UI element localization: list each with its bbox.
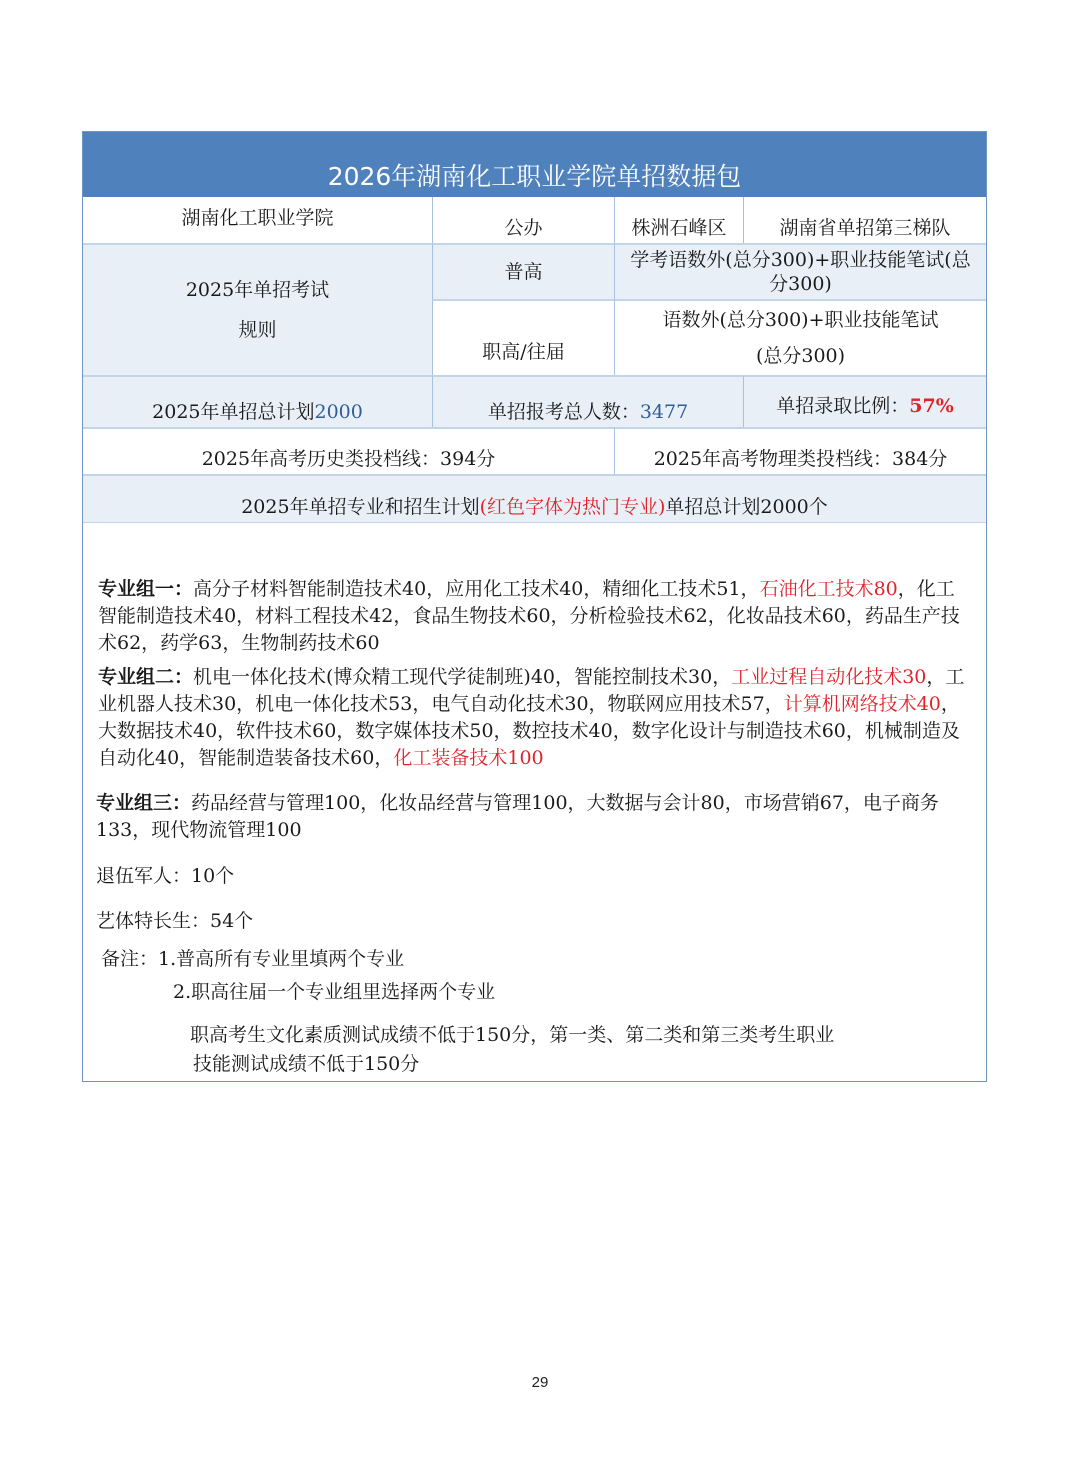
group-label: 专业组三： [96,792,192,814]
note-line-3: 职高考生文化素质测试成绩不低于150分，第一类、第二类和第三类考生职业 [190,1024,835,1046]
veterans-quota: 退伍军人：10个 [96,865,235,887]
group-text: 机电一体化技术(博众精工现代学徒制班)40，智能控制技术30， [193,666,732,688]
admission-ratio [743,375,986,427]
section-heading-suffix: 单招总计划2000个 [665,496,828,519]
group-text: 高分子材料智能制造技术40，应用化工技术40，精细化工技术51， [193,578,760,600]
group-text: 药品经营与管理100，化妆品经营与管理100，大数据与会计80，市场营销67，电子商务133，现代物流管理100 [96,792,939,841]
major-group-3 [96,790,971,844]
school-type: 公办 [432,197,614,243]
rule-content-vocational-line2: (总分300) [755,345,846,367]
hot-major: 计算机网络技术40 [783,693,941,715]
arts-sports-quota: 艺体特长生：54个 [96,910,254,932]
group-text: ，化工智能制造技术40，材料工程技术42，食品生物技术60，分析检验技术62，化妆品技术60，药品生产技术62，药学63，生物制药技术60 [98,578,960,654]
group-text: ，工业机器人技术30，机电一体化技术53，电气自动化技术30，物联网应用技术57， [98,666,965,715]
group-text: ，大数据技术40，软件技术60，数字媒体技术50，数控技术40，数字化设计与制造技术60，机械制造及自动化40，智能制造装备技术60， [98,693,960,769]
rules-label-line1: 2025年单招考试 [185,279,330,301]
rule-category-general: 普高 [432,243,614,299]
section-heading-prefix: 2025年单招专业和招生计划 [241,496,480,519]
data-sheet-table [82,131,987,1082]
rule-content-general: 学考语数外(总分300)+职业技能笔试(总分300) [614,243,986,299]
hot-major-note: (红色字体为热门专业) [479,496,666,519]
applicants-label: 单招报考总人数： [487,401,640,424]
majors-body [83,522,986,1082]
plan-total-value: 2000 [314,401,363,424]
section-heading [83,474,986,522]
rule-category-vocational: 职高/往届 [432,299,614,375]
history-cutoff: 2025年高考历史类投档线：394分 [83,427,614,474]
school-tier: 湖南省单招第三梯队 [743,197,986,243]
major-group-2 [98,664,973,772]
rule-content-vocational [614,299,986,375]
ratio-value: 57% [909,394,954,417]
rules-label-line2: 规则 [238,319,277,341]
group-label: 专业组一： [98,578,194,600]
plan-total [83,375,432,427]
major-group-1 [98,576,973,657]
physics-cutoff: 2025年高考物理类投档线：384分 [614,427,986,474]
plan-total-label: 2025年单招总计划 [152,401,315,424]
note-line-4: 技能测试成绩不低于150分 [193,1053,420,1075]
school-location: 株洲石峰区 [614,197,743,243]
hot-major: 石油化工技术80 [759,578,898,600]
school-name: 湖南化工职业学院 [181,206,334,229]
rules-label [83,243,432,375]
note-line-2: 2.职高往届一个专业组里选择两个专业 [173,981,496,1003]
ratio-label: 单招录取比例： [776,394,910,417]
applicants-total [432,375,743,427]
rule-content-vocational-line1: 语数外(总分300)+职业技能笔试 [662,309,939,331]
group-label: 专业组二： [98,666,194,688]
hot-major: 工业过程自动化技术30 [731,666,927,688]
page-title: 2026年湖南化工职业学院单招数据包 [83,132,986,197]
note-line-1: 备注：1.普高所有专业里填两个专业 [101,948,405,970]
page-number: 29 [531,1374,549,1391]
applicants-value: 3477 [639,401,689,424]
hot-major: 化工装备技术100 [393,747,544,769]
